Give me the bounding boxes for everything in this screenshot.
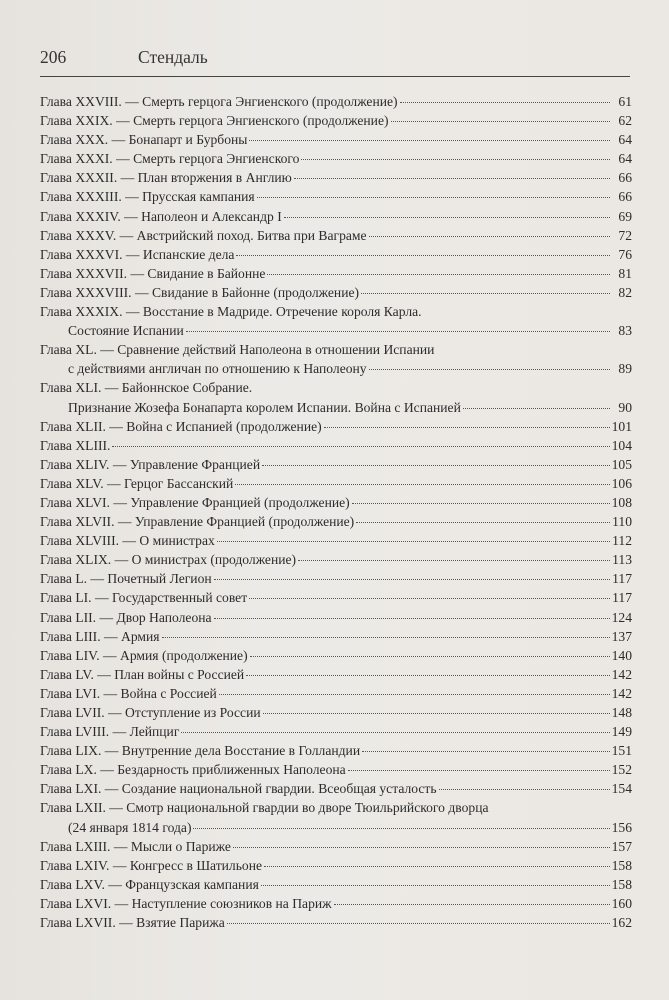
- dot-leader: [298, 560, 610, 561]
- dot-leader: [214, 618, 610, 619]
- toc-page-number: 108: [611, 494, 632, 510]
- toc-entry-title: Глава LXVII. — Взятие Парижа: [40, 915, 225, 931]
- toc-page-number: 66: [618, 170, 632, 186]
- toc-entry-line: [40, 531, 632, 550]
- toc-entry: [40, 493, 632, 512]
- dot-leader: [294, 178, 610, 179]
- toc-entry: [40, 894, 632, 913]
- toc-entry: [40, 779, 632, 798]
- toc-entry-line: [40, 130, 632, 149]
- dot-leader: [162, 637, 610, 638]
- dot-leader: [217, 541, 610, 542]
- dot-leader: [352, 503, 610, 504]
- toc-page-number: 110: [612, 514, 632, 530]
- dot-leader: [361, 293, 610, 294]
- toc-entry: [40, 741, 632, 760]
- dot-leader: [214, 579, 610, 580]
- toc-entry-title: Глава XXXII. — План вторжения в Англию: [40, 170, 292, 186]
- toc-entry-title: Глава XLIV. — Управление Францией: [40, 456, 261, 472]
- toc-entry-line: [40, 417, 632, 436]
- toc-entry-line: [40, 684, 632, 703]
- toc-entry: [40, 436, 632, 455]
- toc-entry-continuation: [40, 359, 632, 378]
- dot-leader: [235, 484, 609, 485]
- toc-entry: [40, 512, 632, 531]
- toc-entry-title: Глава LXVI. — Наступление союзников на Париж: [40, 895, 332, 911]
- toc-page-number: 149: [611, 724, 632, 740]
- toc-page-number: 90: [618, 399, 632, 415]
- toc-entry-title: Глава LIV. — Армия (продолжение): [40, 647, 248, 663]
- toc-entry-line: [40, 493, 632, 512]
- toc-entry-title: Глава LIII. — Армия: [40, 628, 160, 644]
- toc-page-number: 82: [618, 284, 632, 300]
- toc-entry: [40, 913, 632, 932]
- toc-entry-title: Глава LXII. — Смотр национальной гвардии во дворе Тюильрийского дворца: [40, 800, 489, 816]
- toc-entry-title: Глава LI. — Государственный совет: [40, 590, 248, 606]
- toc-entry-line: [40, 760, 632, 779]
- toc-page-number: 101: [611, 418, 632, 434]
- toc-entry: [40, 207, 632, 226]
- toc-entry-line: [40, 245, 632, 264]
- toc-entry: [40, 245, 632, 264]
- toc-entry-line: [40, 608, 632, 627]
- toc-entry-title: Глава XXXVII. — Свидание в Байонне: [40, 265, 266, 281]
- toc-entry-line: [40, 207, 632, 226]
- toc-entry: [40, 283, 632, 302]
- toc-page-number: 137: [611, 628, 632, 644]
- toc-page-number: 81: [618, 265, 632, 281]
- dot-leader: [227, 923, 610, 924]
- toc-entry-title: Глава XLI. — Байоннское Собрание.: [40, 380, 253, 396]
- toc-entry: [40, 760, 632, 779]
- dot-leader: [369, 236, 610, 237]
- toc-entry-line: [40, 187, 632, 206]
- dot-leader: [181, 732, 609, 733]
- dot-leader: [267, 274, 610, 275]
- toc-entry-line: [40, 149, 632, 168]
- toc-page-number: 62: [618, 113, 632, 129]
- dot-leader: [348, 770, 610, 771]
- toc-entry-title: Глава LIX. — Внутренние дела Восстание в Голландии: [40, 743, 361, 759]
- toc-entry-title: Глава XXXIII. — Прусская кампания: [40, 189, 255, 205]
- dot-leader: [369, 369, 610, 370]
- dot-leader: [246, 675, 609, 676]
- toc-entry: [40, 856, 632, 875]
- toc-entry-line: [40, 168, 632, 187]
- toc-entry: [40, 378, 632, 416]
- toc-entry-line: [40, 436, 632, 455]
- toc-entry-title: Глава LXI. — Создание национальной гвардии. Всеобщая усталость: [40, 781, 437, 797]
- toc-entry: [40, 569, 632, 588]
- toc-page-number: 140: [611, 647, 632, 663]
- toc-page-number: 154: [611, 781, 632, 797]
- toc-entry-line: [40, 894, 632, 913]
- toc-entry-line: [40, 837, 632, 856]
- toc-entry-title: Глава XXIX. — Смерть герцога Энгиенского (продолжение): [40, 113, 389, 129]
- toc-page-number: 160: [611, 895, 632, 911]
- toc-entry-title: (24 января 1814 года): [68, 819, 192, 835]
- toc-entry: [40, 340, 632, 378]
- dot-leader: [324, 427, 610, 428]
- toc-page-number: 66: [618, 189, 632, 205]
- dot-leader: [284, 217, 610, 218]
- toc-entry-line: [40, 550, 632, 569]
- toc-page-number: 142: [611, 666, 632, 682]
- toc-entry-title: с действиями англичан по отношению к Наполеону: [68, 361, 367, 377]
- toc-entry-line: [40, 741, 632, 760]
- toc-page-number: 142: [611, 685, 632, 701]
- dot-leader: [356, 522, 610, 523]
- toc-entry-title: Глава LV. — План войны с Россией: [40, 666, 245, 682]
- toc-entry-title: Глава XXXVI. — Испанские дела: [40, 246, 235, 262]
- toc-entry-line: [40, 779, 632, 798]
- toc-entry-line: [40, 856, 632, 875]
- toc-entry-line: [40, 569, 632, 588]
- dot-leader: [257, 197, 610, 198]
- dot-leader: [301, 159, 610, 160]
- toc-page-number: 69: [618, 208, 632, 224]
- toc-entry-line: [40, 665, 632, 684]
- dot-leader: [463, 408, 610, 409]
- toc-entry-title: Глава XXXI. — Смерть герцога Энгиенского: [40, 151, 300, 167]
- toc-page-number: 112: [612, 533, 632, 549]
- toc-entry: [40, 665, 632, 684]
- toc-entry-title: Состояние Испании: [68, 323, 184, 339]
- table-of-contents: [40, 92, 632, 932]
- toc-page-number: 104: [611, 437, 632, 453]
- toc-entry: [40, 474, 632, 493]
- toc-entry-title: Глава XLIX. — О министрах (продолжение): [40, 552, 297, 568]
- toc-page-number: 61: [618, 94, 632, 109]
- toc-entry: [40, 703, 632, 722]
- toc-entry-line: [40, 588, 632, 607]
- toc-page-number: 157: [611, 838, 632, 854]
- dot-leader: [261, 885, 610, 886]
- toc-page-number: 64: [618, 132, 632, 148]
- toc-entry-line: [40, 264, 632, 283]
- dot-leader: [362, 751, 610, 752]
- toc-entry-title: Глава L. — Почетный Легион: [40, 571, 212, 587]
- toc-entry-line: [40, 646, 632, 665]
- toc-entry-title: Глава XLVII. — Управление Францией (продолжение): [40, 514, 355, 530]
- toc-entry-title: Глава LXIII. — Мысли о Париже: [40, 838, 231, 854]
- toc-entry-title: Глава LX. — Бездарность приближенных Наполеона: [40, 762, 346, 778]
- toc-entry-continuation: [40, 818, 632, 837]
- toc-entry-title: Глава LVIII. — Лейпциг: [40, 724, 180, 740]
- toc-entry-line: [40, 111, 632, 130]
- dot-leader: [400, 102, 610, 103]
- dot-leader: [112, 446, 609, 447]
- toc-entry-line: [40, 798, 632, 817]
- toc-entry: [40, 798, 632, 836]
- toc-entry: [40, 627, 632, 646]
- toc-entry-line: [40, 378, 632, 397]
- toc-entry-line: [40, 92, 632, 111]
- toc-entry: [40, 837, 632, 856]
- toc-page-number: 156: [611, 819, 632, 835]
- toc-entry-title: Глава XXXVIII. — Свидание в Байонне (продолжение): [40, 284, 360, 300]
- toc-entry-title: Признание Жозефа Бонапарта королем Испании. Война с Испанией: [68, 399, 461, 415]
- toc-entry: [40, 111, 632, 130]
- toc-entry-line: [40, 455, 632, 474]
- running-title: Стендаль: [138, 47, 208, 67]
- dot-leader: [193, 828, 609, 829]
- toc-entry-title: Глава LII. — Двор Наполеона: [40, 609, 212, 625]
- dot-leader: [262, 465, 610, 466]
- toc-entry-line: [40, 340, 632, 359]
- toc-entry-line: [40, 703, 632, 722]
- dot-leader: [263, 713, 610, 714]
- toc-page-number: 76: [618, 246, 632, 262]
- toc-entry-title: Глава XLVIII. — О министрах: [40, 533, 215, 549]
- toc-entry: [40, 550, 632, 569]
- dot-leader: [334, 904, 610, 905]
- toc-page-number: 106: [611, 475, 632, 491]
- toc-entry-line: [40, 627, 632, 646]
- dot-leader: [233, 847, 610, 848]
- toc-entry-title: Глава LXV. — Французская кампания: [40, 876, 259, 892]
- header-rule: [40, 76, 630, 77]
- toc-page-number: 83: [618, 323, 632, 339]
- toc-page-number: 148: [611, 705, 632, 720]
- toc-entry-title: Глава XLIII.: [40, 437, 111, 453]
- toc-entry: [40, 302, 632, 340]
- dot-leader: [219, 694, 610, 695]
- toc-entry-title: Глава XXXIV. — Наполеон и Александр I: [40, 208, 282, 224]
- toc-entry-line: [40, 226, 632, 245]
- toc-entry-title: Глава XXX. — Бонапарт и Бурбоны: [40, 132, 248, 148]
- toc-entry-line: [40, 722, 632, 741]
- toc-page-number: 89: [618, 361, 632, 377]
- toc-page-number: 113: [612, 552, 632, 568]
- toc-entry-line: [40, 913, 632, 932]
- toc-entry: [40, 531, 632, 550]
- toc-entry: [40, 455, 632, 474]
- toc-entry-title: Глава LVI. — Война с Россией: [40, 685, 217, 701]
- toc-page-number: 151: [611, 743, 632, 759]
- toc-entry: [40, 684, 632, 703]
- page-number: 206: [40, 47, 67, 67]
- toc-entry-title: Глава XXXV. — Австрийский поход. Битва при Ваграме: [40, 227, 367, 243]
- toc-entry: [40, 187, 632, 206]
- dot-leader: [186, 331, 610, 332]
- toc-entry-line: [40, 302, 632, 321]
- toc-entry-line: [40, 474, 632, 493]
- toc-page-number: 124: [611, 609, 632, 625]
- toc-page-number: 117: [612, 571, 632, 587]
- toc-entry-line: [40, 283, 632, 302]
- toc-entry: [40, 722, 632, 741]
- dot-leader: [264, 866, 610, 867]
- toc-entry-line: [40, 875, 632, 894]
- toc-page-number: 158: [611, 857, 632, 873]
- toc-entry: [40, 92, 632, 111]
- toc-entry: [40, 168, 632, 187]
- toc-entry: [40, 226, 632, 245]
- toc-entry-line: [40, 512, 632, 531]
- toc-entry: [40, 417, 632, 436]
- toc-entry: [40, 608, 632, 627]
- toc-entry-continuation: [40, 398, 632, 417]
- toc-page-number: 105: [611, 456, 632, 472]
- running-header: [40, 47, 208, 68]
- dot-leader: [249, 140, 610, 141]
- toc-entry: [40, 875, 632, 894]
- dot-leader: [236, 255, 610, 256]
- dot-leader: [439, 789, 610, 790]
- dot-leader: [249, 598, 610, 599]
- toc-entry: [40, 646, 632, 665]
- toc-entry-title: Глава XXVIII. — Смерть герцога Энгиенского (продолжение): [40, 94, 398, 109]
- dot-leader: [250, 656, 610, 657]
- toc-entry: [40, 588, 632, 607]
- toc-entry-title: Глава XLV. — Герцог Бассанский: [40, 475, 234, 491]
- toc-page-number: 158: [611, 876, 632, 892]
- toc-entry-title: Глава LXIV. — Конгресс в Шатильоне: [40, 857, 263, 873]
- dot-leader: [391, 121, 610, 122]
- toc-entry-title: Глава XXXIX. — Восстание в Мадриде. Отречение короля Карла.: [40, 304, 422, 320]
- toc-page-number: 152: [611, 762, 632, 778]
- toc-page-number: 117: [612, 590, 632, 606]
- toc-entry-title: Глава XL. — Сравнение действий Наполеона в отношении Испании: [40, 342, 435, 358]
- toc-page-number: 72: [618, 227, 632, 243]
- toc-entry-title: Глава LVII. — Отступление из России: [40, 705, 261, 720]
- toc-entry-title: Глава XLVI. — Управление Францией (продолжение): [40, 494, 350, 510]
- toc-page-number: 162: [611, 915, 632, 931]
- toc-entry-continuation: [40, 321, 632, 340]
- toc-entry: [40, 264, 632, 283]
- toc-entry: [40, 149, 632, 168]
- toc-entry: [40, 130, 632, 149]
- toc-page-number: 64: [618, 151, 632, 167]
- toc-entry-title: Глава XLII. — Война с Испанией (продолжение): [40, 418, 322, 434]
